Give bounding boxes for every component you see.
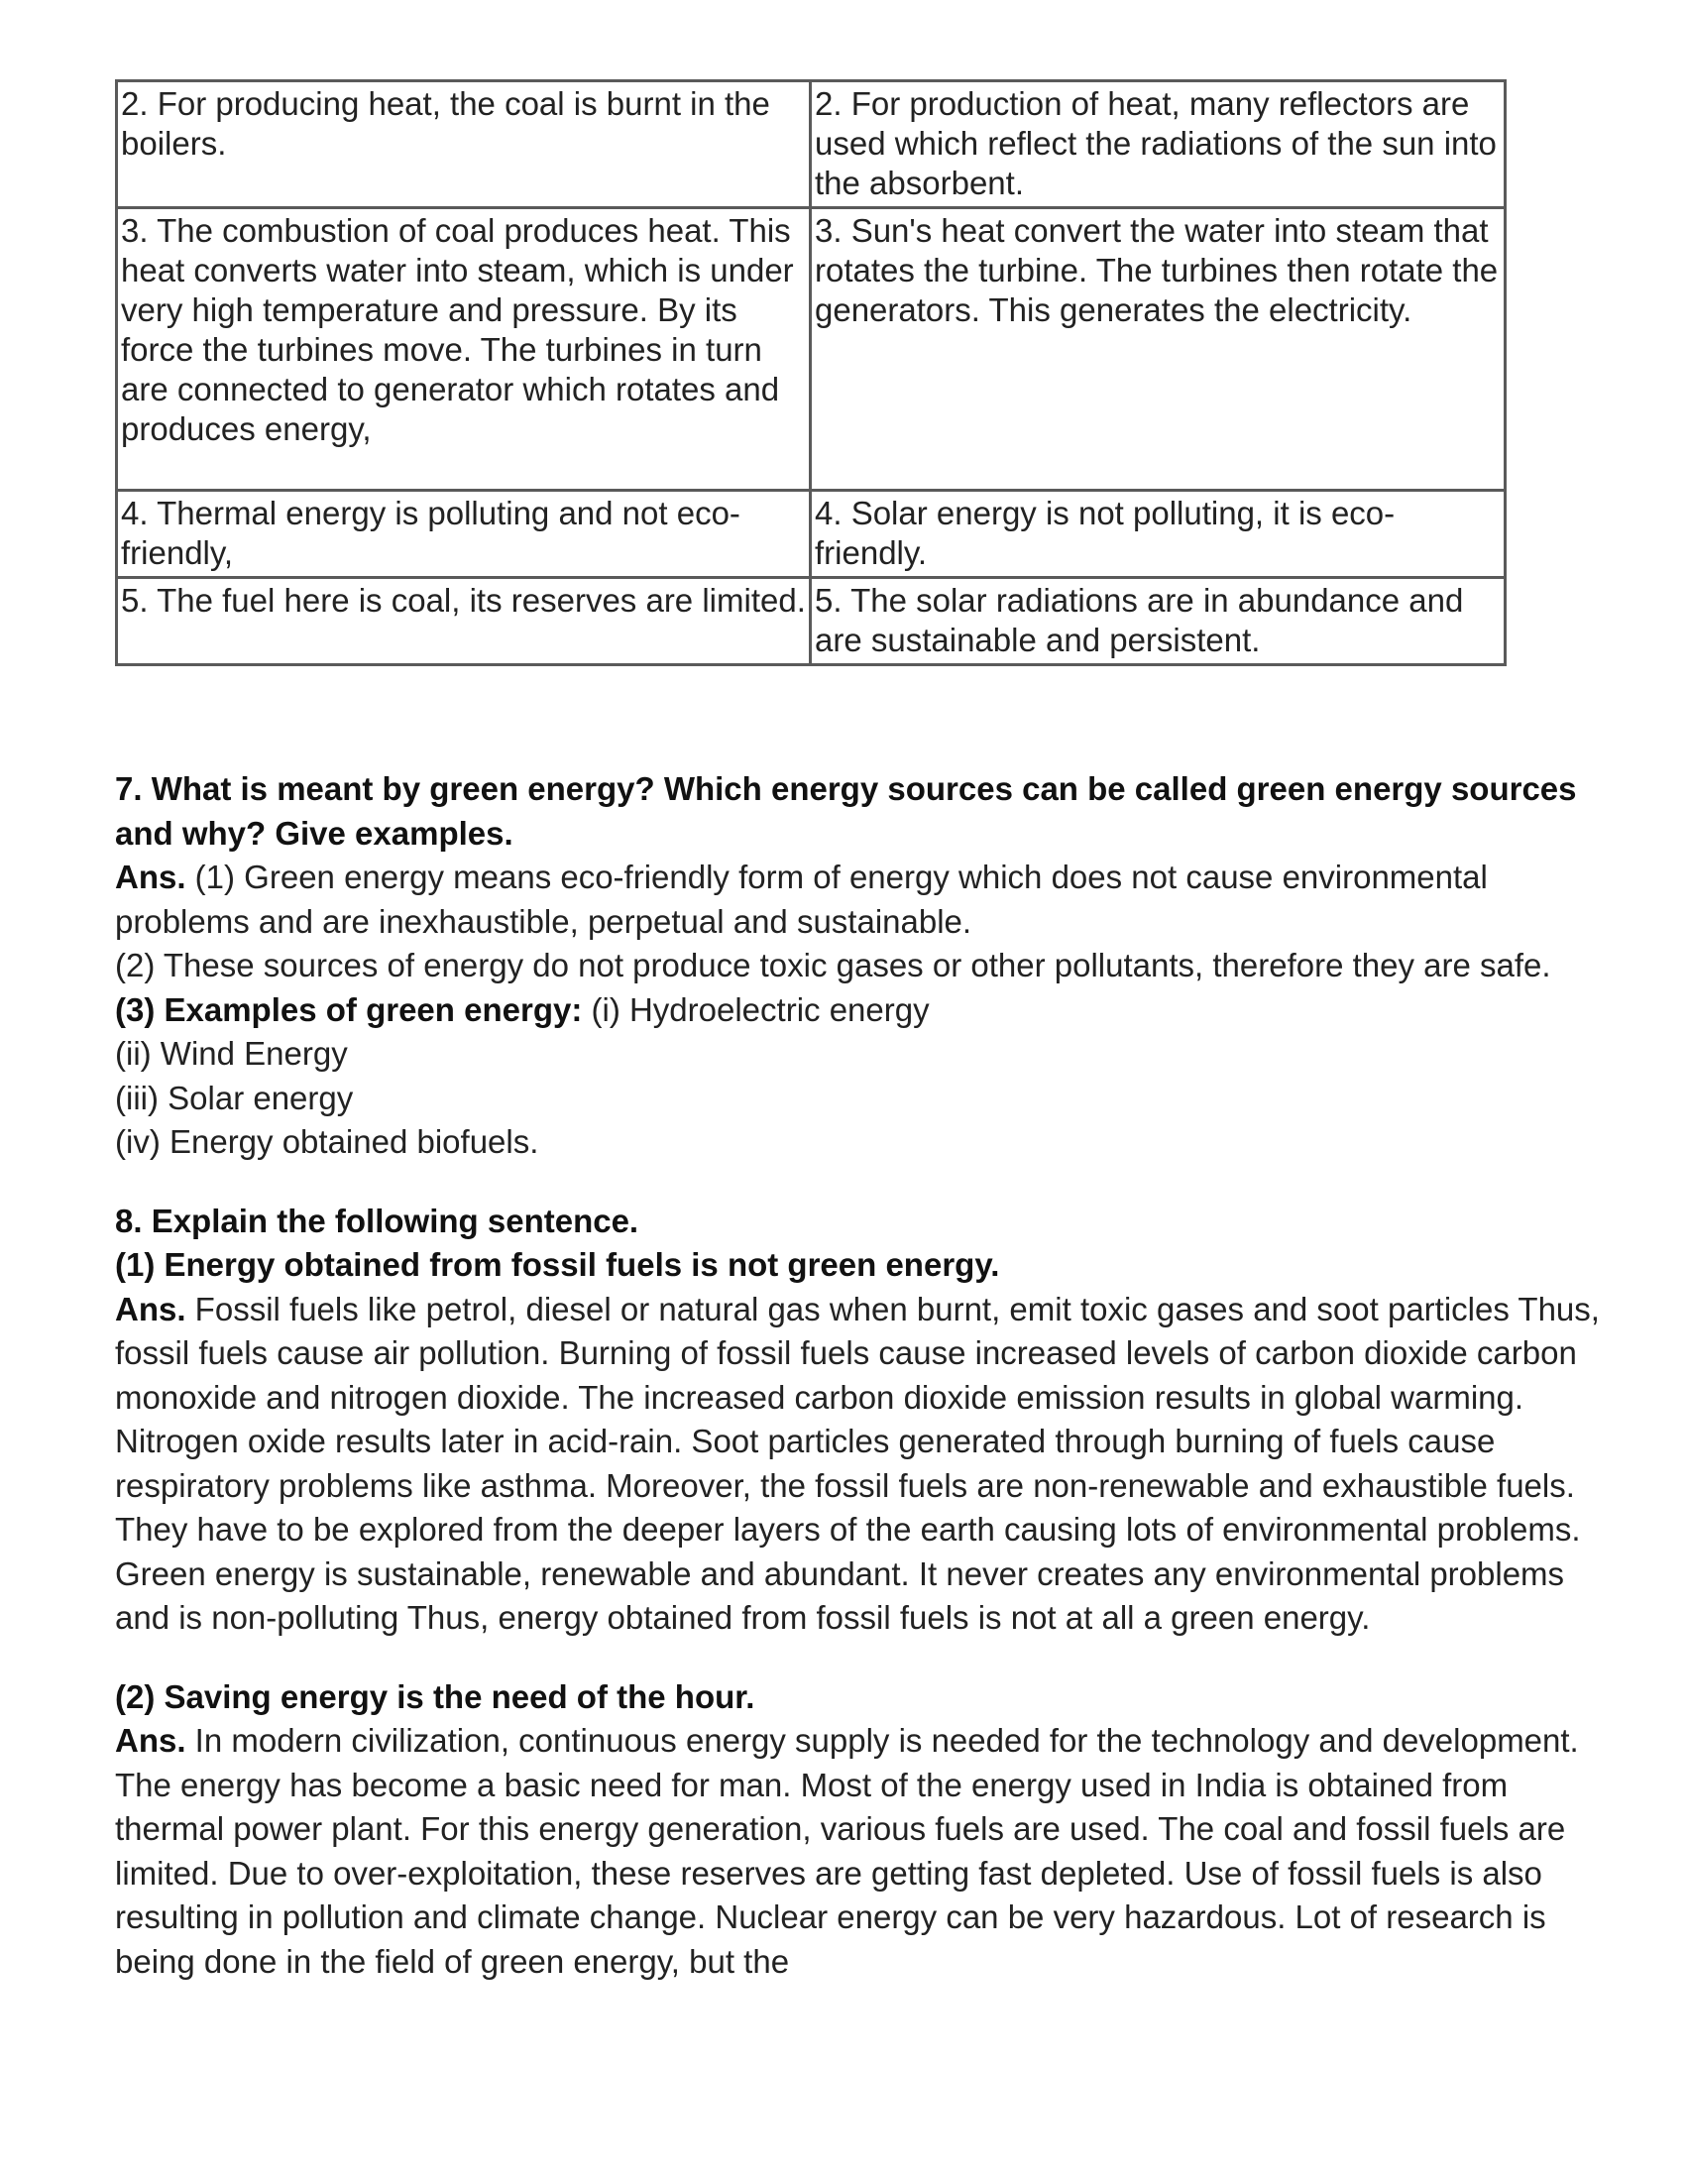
question-8: 8. Explain the following sentence. (115, 1202, 639, 1239)
table-row (117, 491, 1506, 578)
table-row (117, 81, 1506, 208)
solar-cell: 5. The solar radiations are in abundance and are sustainable and persistent. (811, 578, 1506, 665)
example-item: (i) Hydroelectric energy (582, 990, 930, 1028)
q7-examples-line (115, 988, 1602, 1033)
solar-cell: 4. Solar energy is not polluting, it is eco-friendly. (811, 491, 1506, 578)
page-content (115, 767, 1602, 1984)
answer-text: Fossil fuels like petrol, diesel or natural gas when burnt, emit toxic gases and soot particles Thus, fossil fuels cause air pollution. Burning of fossil fuels cause increased levels of carbon dioxide carbon monoxide and nitrogen dioxide. The increased carbon dioxide emission results in global warming. Nitrogen oxide results later in acid-rain. Soot particles generated through burning of fuels cause respiratory problems like asthma. Moreover, the fossil fuels are non-renewable and exhaustible fuels. They have to be explored from the deeper layers of the earth causing lots of environmental problems. Green energy is sustainable, renewable and abundant. It never creates any environmental problems and is non-polluting Thus, energy obtained from fossil fuels is not at all a green energy. (115, 1290, 1600, 1636)
ans-label: Ans. (115, 1722, 186, 1759)
thermal-cell: 5. The fuel here is coal, its reserves are limited. (117, 578, 811, 665)
examples-label: (3) Examples of green energy: (115, 990, 583, 1028)
question-7: 7. What is meant by green energy? Which energy sources can be called green energy sources and why? Give examples. (115, 770, 1577, 852)
example-item: (ii) Wind Energy (115, 1035, 348, 1072)
q7-point-2: (2) These sources of energy do not produce toxic gases or other pollutants, therefore they are safe. (115, 947, 1551, 983)
ans-label: Ans. (115, 859, 186, 895)
thermal-cell: 4. Thermal energy is polluting and not eco-friendly, (117, 491, 811, 578)
q7-answer-1 (115, 856, 1602, 944)
thermal-cell: 2. For producing heat, the coal is burnt in the boilers. (117, 81, 811, 208)
solar-cell: 3. Sun's heat convert the water into steam that rotates the turbine. The turbines then rotate the generators. This generates the electricity. (811, 208, 1506, 491)
q8-sub-1-answer (115, 1288, 1602, 1641)
q8-sub-2-title: (2) Saving energy is the need of the hour. (115, 1677, 755, 1715)
q8-sub-2-answer (115, 1719, 1602, 1984)
example-item: (iv) Energy obtained biofuels. (115, 1123, 539, 1160)
ans-label: Ans. (115, 1290, 186, 1327)
q7-point-1: (1) Green energy means eco-friendly form of energy which does not cause environmental problems and are inexhaustible, perpetual and sustainable. (115, 859, 1488, 940)
table-row (117, 578, 1506, 665)
q8-sub-1-title: (1) Energy obtained from fossil fuels is not green energy. (115, 1246, 1000, 1283)
example-item: (iii) Solar energy (115, 1079, 354, 1116)
comparison-table (115, 79, 1507, 666)
thermal-cell: 3. The combustion of coal produces heat. This heat converts water into steam, which is under very high temperature and pressure. By its force the turbines move. The turbines in turn are connected to generator which rotates and produces energy, (117, 208, 811, 491)
table-row (117, 208, 1506, 491)
solar-cell: 2. For production of heat, many reflectors are used which reflect the radiations of the sun into the absorbent. (811, 81, 1506, 208)
answer-text: In modern civilization, continuous energy supply is needed for the technology and development. The energy has become a basic need for man. Most of the energy used in India is obtained from thermal power plant. For this energy generation, various fuels are used. The coal and fossil fuels are limited. Due to over-exploitation, these reserves are getting fast depleted. Use of fossil fuels is also resulting in pollution and climate change. Nuclear energy can be very hazardous. Lot of research is being done in the field of green energy, but the (115, 1722, 1579, 1980)
